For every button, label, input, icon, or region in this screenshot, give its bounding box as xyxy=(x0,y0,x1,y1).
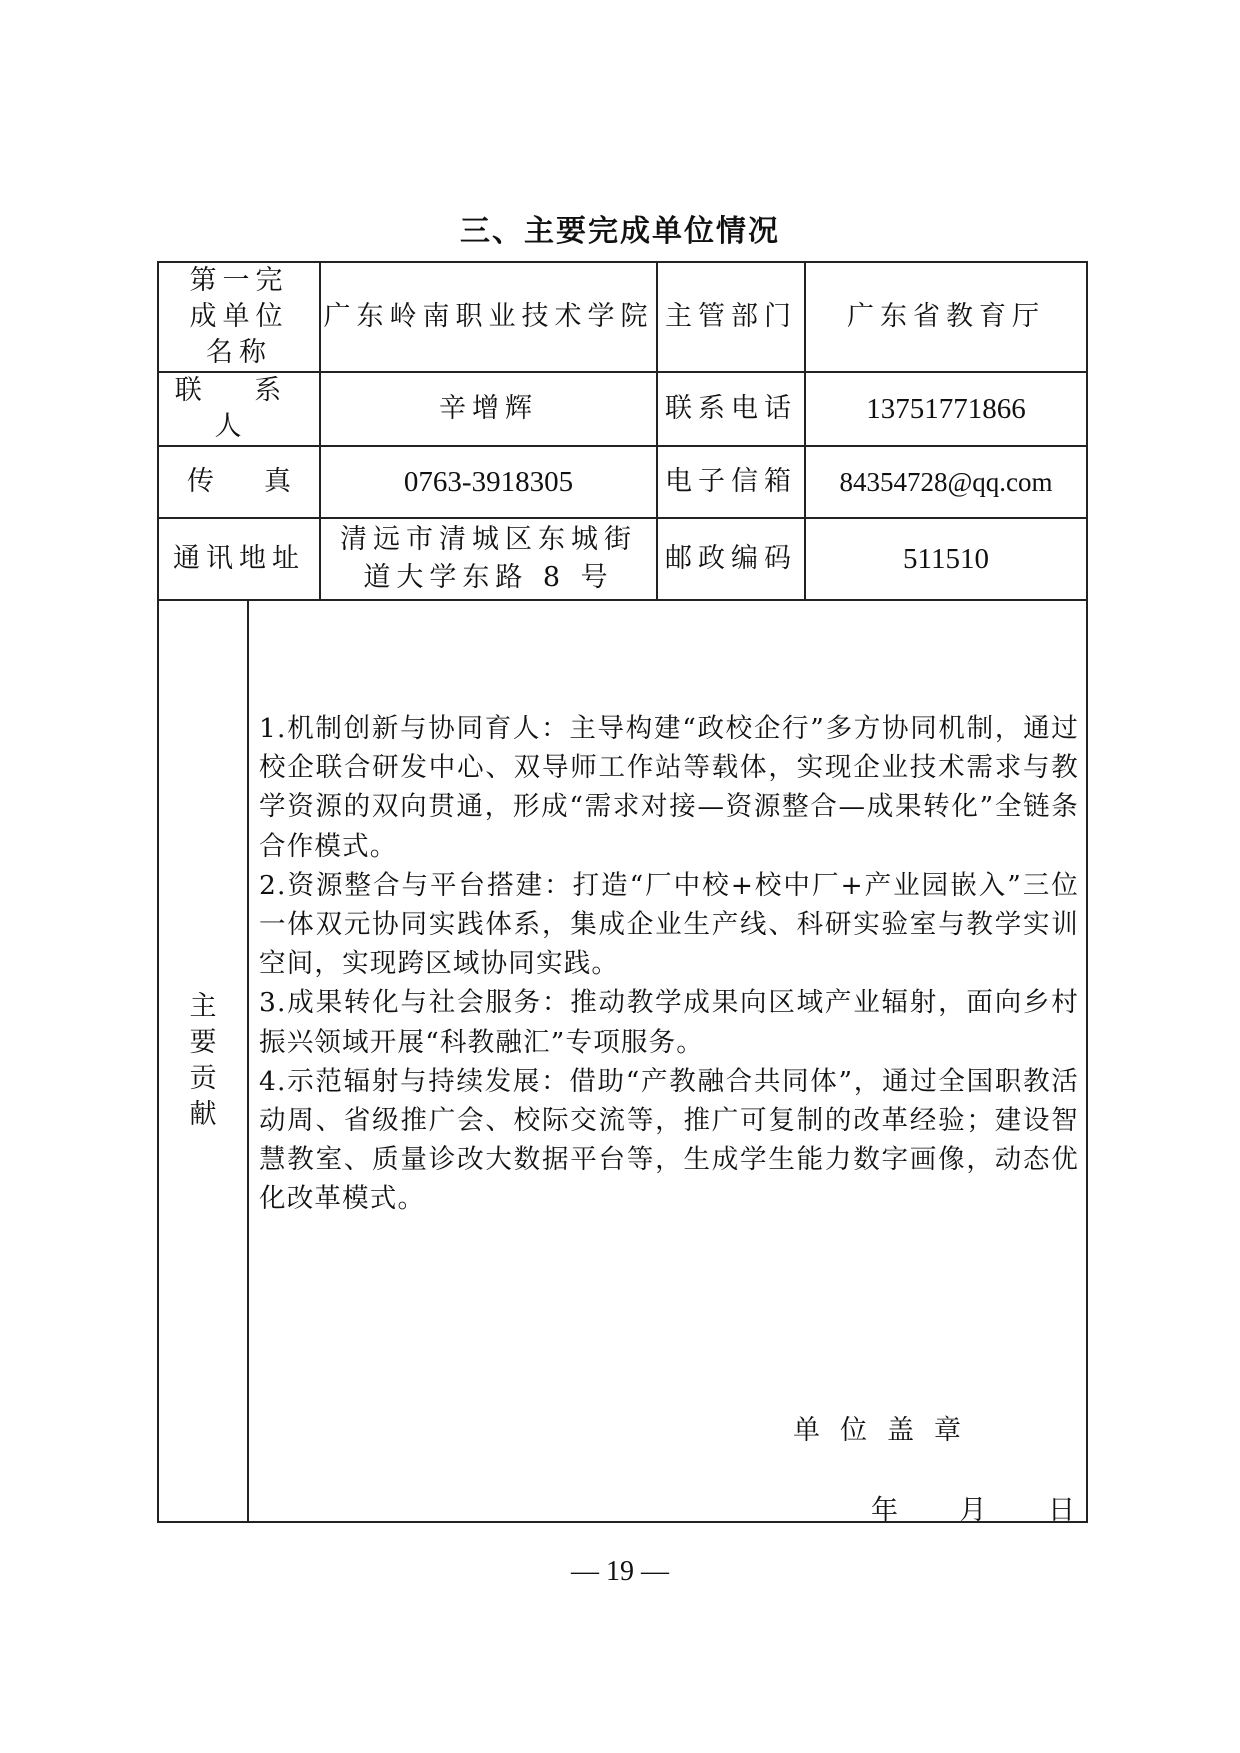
dept-label: 主管部门 xyxy=(657,262,805,372)
phone-value: 13751771866 xyxy=(805,372,1087,446)
contribution-label: 主 要 贡 献 xyxy=(158,600,248,1522)
email-label: 电子信箱 xyxy=(657,446,805,518)
contribution-item: 3.成果转化与社会服务：推动教学成果向区域产业辐射，面向乡村振兴领域开展“科教融汇”专项服务。 xyxy=(259,987,1079,1058)
section-title: 三、主要完成单位情况 xyxy=(460,214,780,249)
contribution-text xyxy=(259,709,1079,1219)
date-line xyxy=(871,1493,1075,1529)
phone-label: 联系电话 xyxy=(657,372,805,446)
address-label: 通讯地址 xyxy=(158,518,320,600)
contact-label: 联 系 人 xyxy=(158,372,320,446)
postcode-value: 511510 xyxy=(805,518,1087,600)
unit-info-table xyxy=(157,261,1088,1526)
unit-name-value: 广东岭南职业技术学院 xyxy=(320,262,657,372)
email-value: 84354728@qq.com xyxy=(805,446,1087,518)
address-value: 清远市清城区东城街道大学东路 8 号 xyxy=(320,518,657,600)
contribution-content xyxy=(248,600,1087,1526)
date-day: 日 xyxy=(1048,1495,1075,1526)
postcode-label: 邮政编码 xyxy=(657,518,805,600)
contribution-item: 2.资源整合与平台搭建：打造“厂中校+校中厂+产业园嵌入”三位一体双元协同实践体系，集成企业生产线、科研实验室与教学实训空间，实现跨区域协同实践。 xyxy=(259,869,1079,980)
dept-value: 广东省教育厅 xyxy=(805,262,1087,372)
contact-value: 辛增辉 xyxy=(320,372,657,446)
date-year: 年 xyxy=(871,1495,898,1526)
fax-value: 0763-3918305 xyxy=(320,446,657,518)
date-month: 月 xyxy=(959,1495,987,1526)
page-number: — 19 — xyxy=(571,1556,669,1587)
fax-label: 传 真 xyxy=(158,446,320,518)
unit-seal-label: 单位盖章 xyxy=(793,1415,981,1446)
contribution-item: 1.机制创新与协同育人：主导构建“政校企行”多方协同机制，通过校企联合研发中心、双导师工作站等载体，实现企业技术需求与教学资源的双向贯通，形成“需求对接—资源整合—成果转化”全链条合作模式。 xyxy=(259,713,1079,862)
contribution-item: 4.示范辐射与持续发展：借助“产教融合共同体”，通过全国职教活动周、省级推广会、校际交流等，推广可复制的改革经验；建设智慧教室、质量诊改大数据平台等，生成学生能力数字画像，动态优化改革模式。 xyxy=(259,1065,1079,1215)
unit-name-label: 第一完成单位名称 xyxy=(158,262,320,372)
